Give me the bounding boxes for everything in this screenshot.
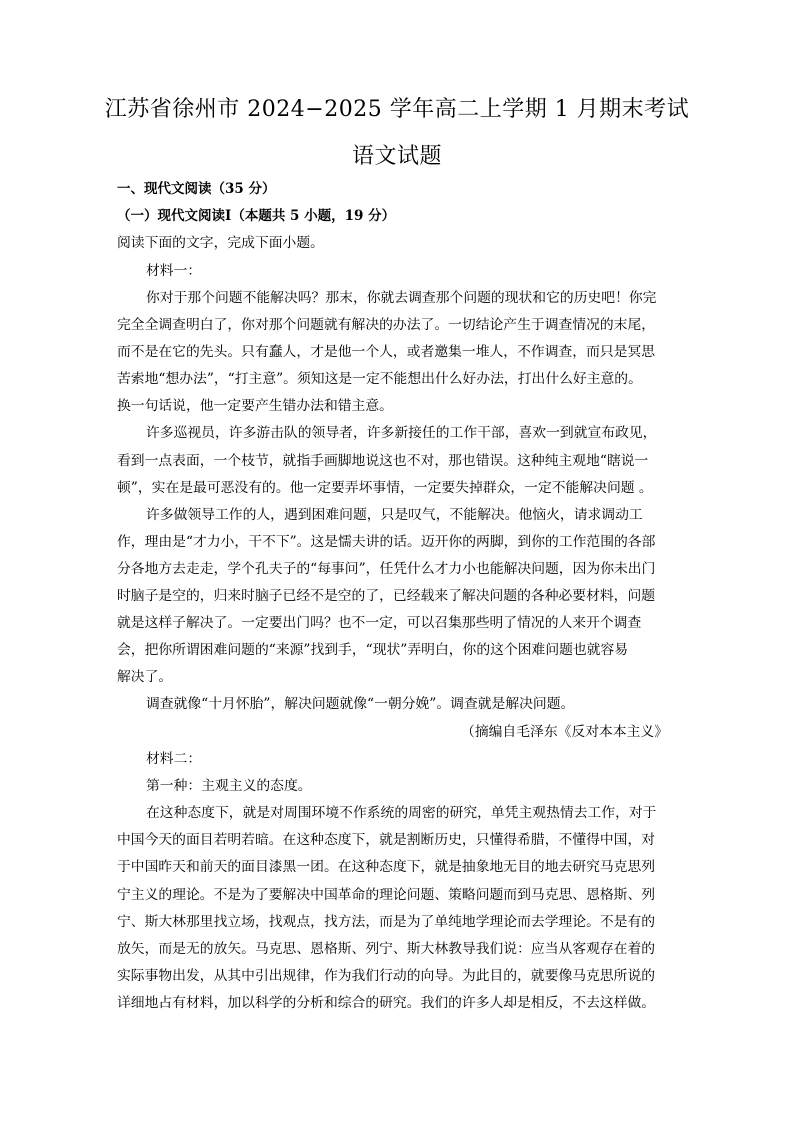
material-one-source: （摘编自毛泽东《反对本本主义》: [461, 724, 668, 740]
exam-subtitle: 语文试题: [351, 144, 442, 169]
material-one-paragraph-line: 看到一点表面，一个枝节，就指手画脚地说这也不对，那也错误。这种纯主观地“瞎说一: [117, 453, 649, 469]
material-one-paragraph-line: 顿”，实在是最可恶没有的。他一定要弄坏事情，一定要失掉群众，一定不能解决问题 。: [117, 480, 653, 496]
material-one-paragraph-line: 时脑子是空的，归来时脑子已经不是空的了，已经载来了解决问题的各种必要材料，问题: [117, 588, 656, 604]
material-two-paragraph-line: 中国今天的面目若明若暗。在这种态度下，就是割断历史，只懂得希腊，不懂得中国，对: [117, 832, 656, 848]
material-two-paragraph-line: 宁主义的理论。不是为了要解决中国革命的理论问题、策略问题而到马克思、恩格斯、列: [117, 887, 656, 903]
material-two-paragraph-line: 在这种态度下，就是对周围环境不作系统的周密的研究，单凭主观热情去工作，对于: [146, 805, 657, 821]
material-two-paragraph-line: 实际事物出发，从其中引出规律，作为我们行动的向导。为此目的，就要像马克思所说的: [117, 968, 656, 984]
material-one-paragraph-line: 你对于那个问题不能解决吗？那末，你就去调查那个问题的现状和它的历史吧！你完: [146, 290, 657, 306]
material-one-paragraph-line: 许多巡视员，许多游击队的领导者，许多新接任的工作干部，喜欢一到就宣布政见，: [146, 425, 657, 441]
material-one-paragraph-line: 完全全调查明白了，你对那个问题就有解决的办法了。一切结论产生于调查情况的末尾，: [117, 317, 656, 333]
material-one-label: 材料一：: [146, 263, 202, 279]
material-one-paragraph-line: 调查就像“十月怀胎”，解决问题就像“一朝分娩”。调查就是解决问题。: [146, 696, 575, 712]
material-one-paragraph-line: 就是这样子解决了。一定要出门吗？也不一定，可以召集那些明了情况的人来开个调查: [117, 615, 642, 631]
subsection-heading: （一）现代文阅读Ⅰ（本题共 5 小题，19 分）: [117, 208, 396, 224]
material-two-paragraph-line: 于中国昨天和前天的面目漆黑一团。在这种态度下，就是抽象地无目的地去研究马克思列: [117, 859, 656, 875]
reading-instruction: 阅读下面的文字，完成下面小题。: [117, 235, 324, 251]
material-one-paragraph-line: 而不是在它的先头。只有蠢人，才是他一个人，或者邀集一堆人，不作调查，而只是冥思: [117, 344, 656, 360]
material-one-paragraph-line: 分各地方去走走，学个孔夫子的“每事问”，任凭什么才力小也能解决问题，因为你未出门: [117, 561, 656, 577]
material-one-paragraph-line: 换一句话说，他一定要产生错办法和错主意。: [117, 398, 393, 414]
material-two-paragraph-line: 放矢，而是无的放矢。马克思、恩格斯、列宁、斯大林教导我们说：应当从客观存在着的: [117, 941, 656, 957]
section-heading: 一、现代文阅读（35 分）: [117, 181, 276, 197]
material-two-paragraph-line: 宁、斯大林那里找立场，找观点，找方法，而是为了单纯地学理论而去学理论。不是有的: [117, 914, 656, 930]
material-two-paragraph-line: 详细地占有材料，加以科学的分析和综合的研究。我们的许多人却是相反，不去这样做。: [117, 995, 656, 1011]
material-two-label: 材料二：: [146, 751, 202, 767]
material-two-paragraph-line: 第一种：主观主义的态度。: [146, 778, 312, 794]
exam-title: 江苏省徐州市 2024−2025 学年高二上学期 1 月期末考试: [104, 97, 690, 122]
material-one-paragraph-line: 许多做领导工作的人，遇到困难问题，只是叹气，不能解决。他恼火，请求调动工: [146, 507, 643, 523]
material-one-paragraph-line: 作，理由是“才力小，干不下”。这是懦夫讲的话。迈开你的两脚，到你的工作范围的各部: [117, 534, 656, 550]
material-one-paragraph-line: 会，把你所谓困难问题的“来源”找到手，“现状”弄明白，你的这个困难问题也就容易: [117, 642, 629, 658]
material-one-paragraph-line: 苦索地“想办法”，“打主意”。须知这是一定不能想出什么好办法，打出什么好主意的。: [117, 371, 642, 387]
material-one-paragraph-line: 解决了。: [117, 669, 173, 685]
